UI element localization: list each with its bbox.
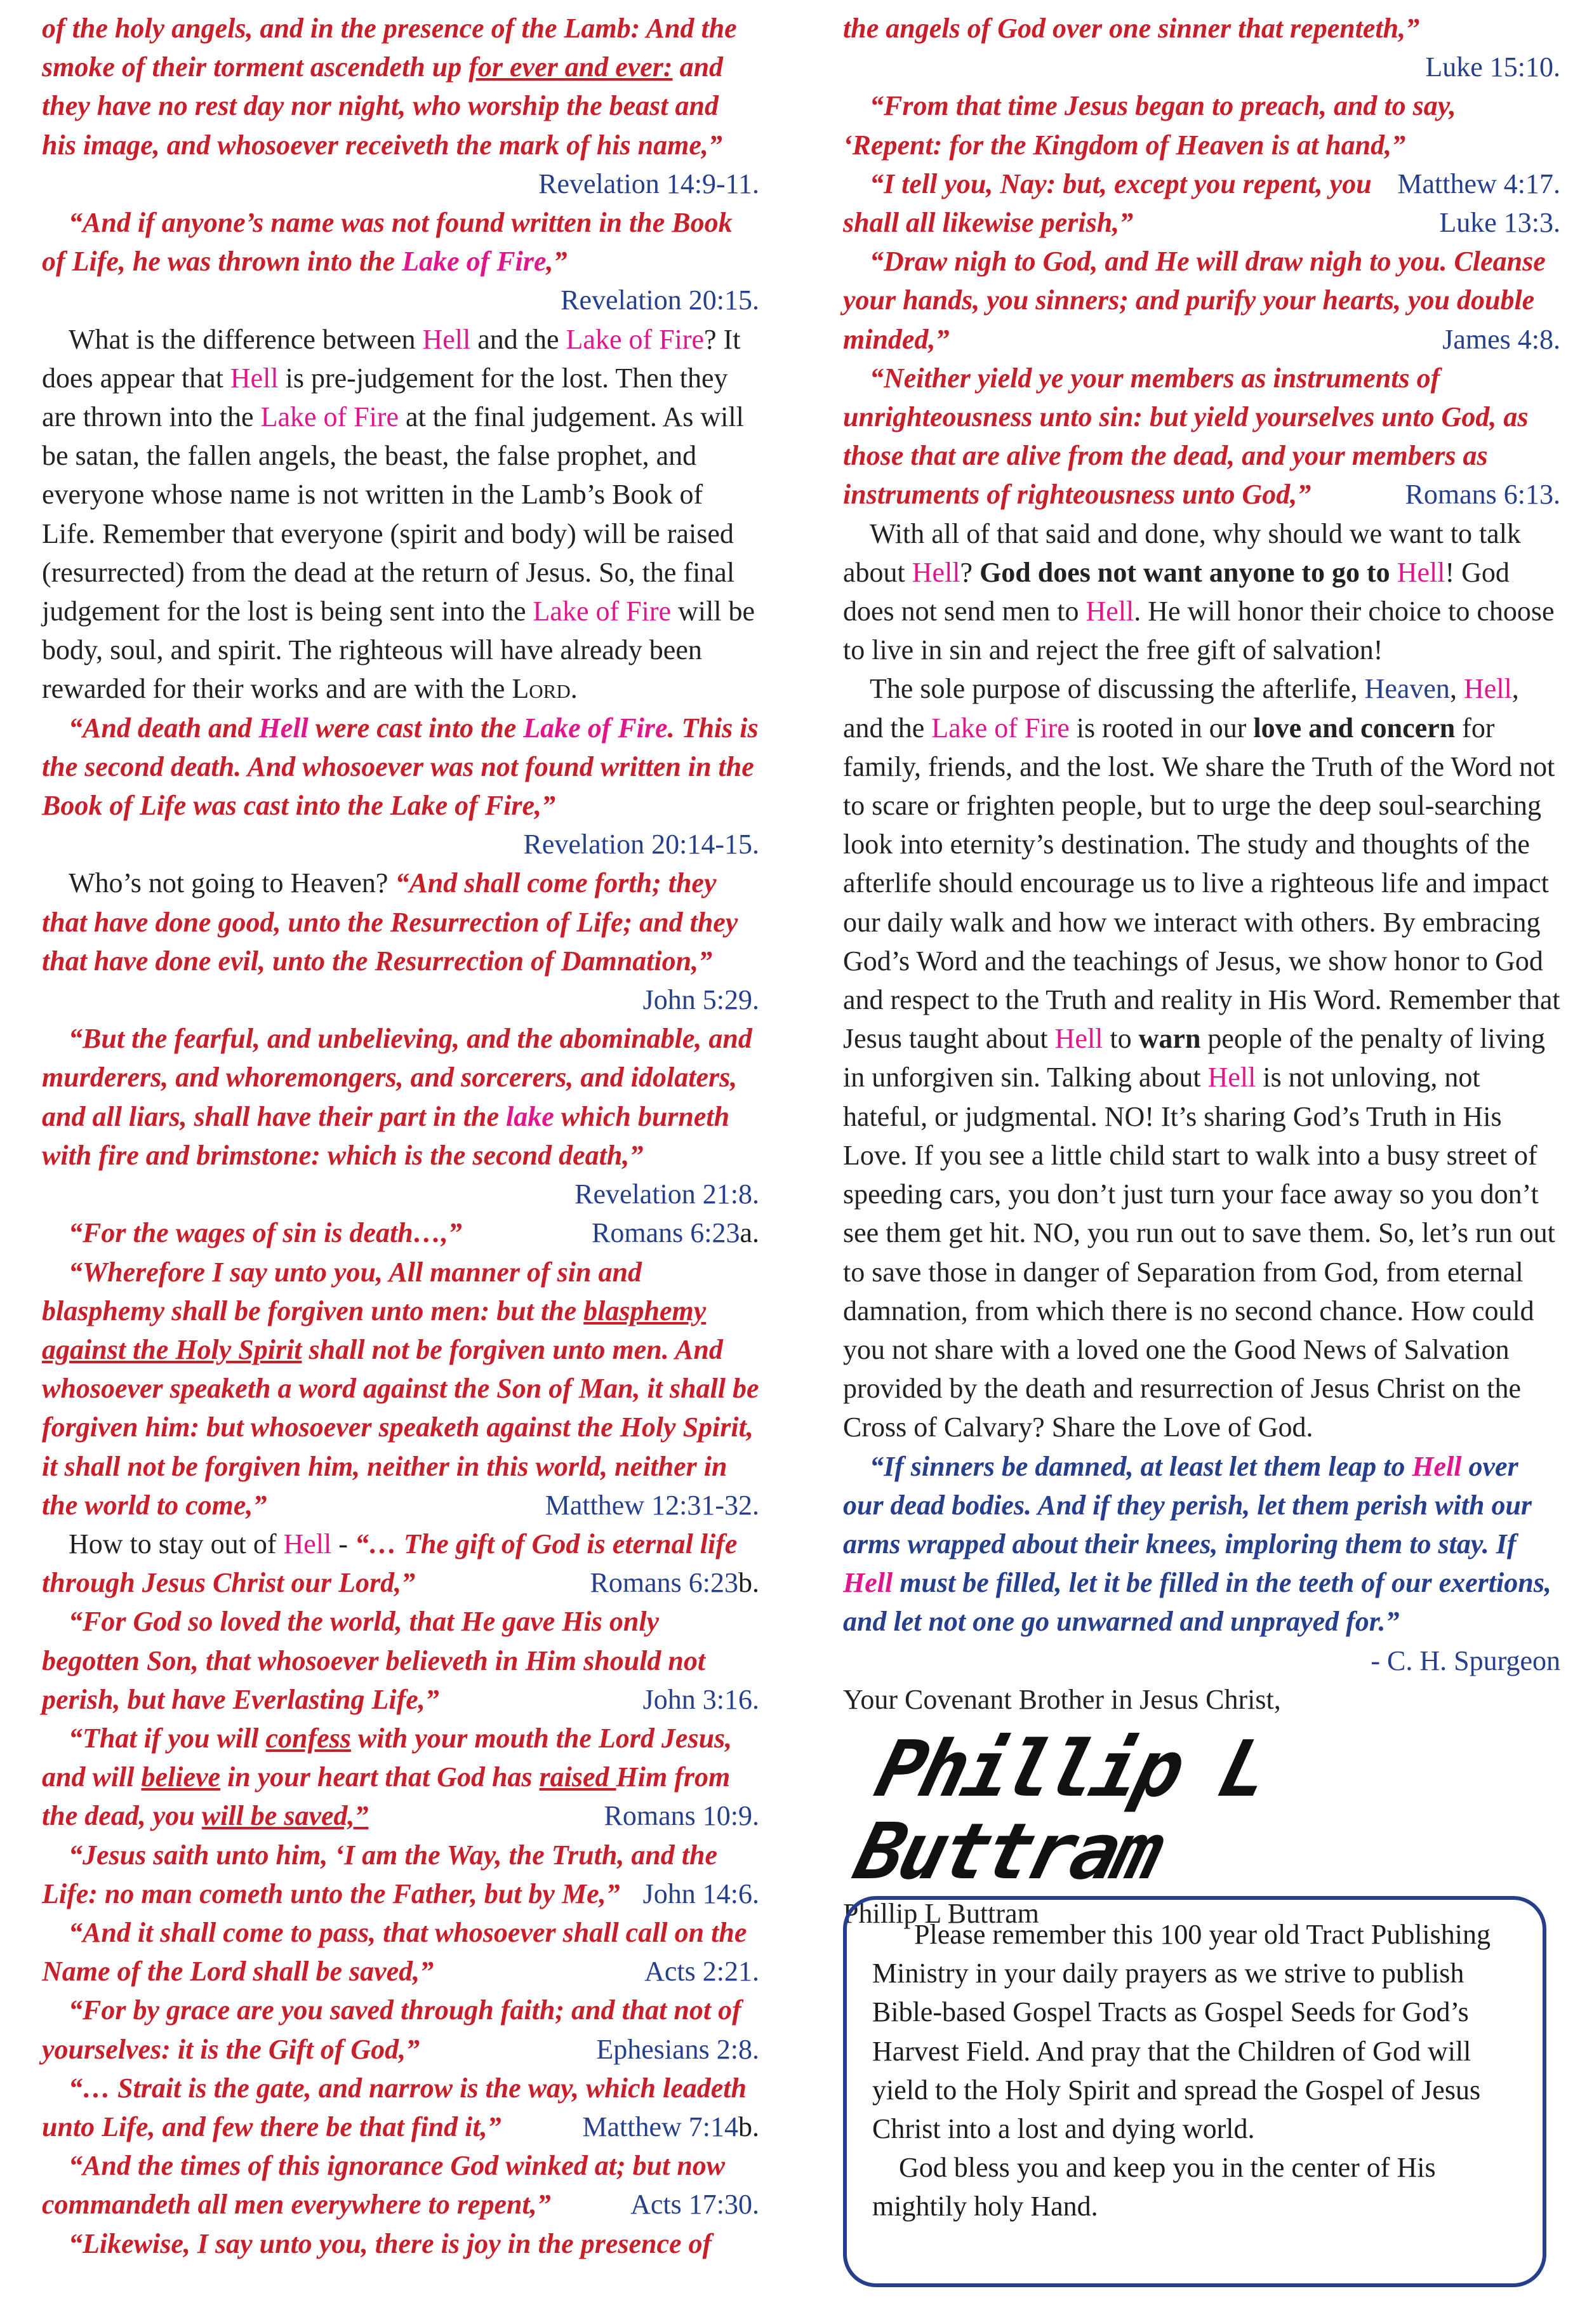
scripture-luke-15-10-end: the angels of God over one sinner that repenteth,” Luke 15:10. bbox=[843, 9, 1560, 86]
hell-vs-lake-paragraph: What is the difference between Hell and the Lake of Fire? It does appear that Hell is pre-judgement for the lost. Then they are thrown into the Lake of Fire at the final judgement. As will be satan, the fallen angels, the beast, the false prophet, and everyone whose name is not written in the Lamb’s Book of Life. Remember that everyone (spirit and body) will be raised (resurrected) from the dead at the return of Jesus. So, the final judgement for the lost is being sent into the Lake of Fire will be body, soul, and spirit. The righteous will have already been rewarded for their works and are with the Lord. bbox=[42, 323, 755, 705]
reference: Matthew 12:31-32. bbox=[545, 1489, 759, 1521]
reference: Ephesians 2:8. bbox=[596, 2033, 759, 2065]
reference: Revelation 14:9-11. bbox=[538, 168, 759, 199]
spurgeon-quote: “If sinners be damned, at least let them leap to Hell over our dead bodies. And if they perish, let them perish with our arms wrapped about their knees, imploring them to stay. If Hell must be filled, let it be filled in the teeth of our exertions, and let not one go unwarned and unprayed for.” - C. H. Spurgeon bbox=[843, 1447, 1560, 1680]
scripture-revelation-21-8: “But the fearful, and unbelieving, and the abominable, and murderers, and whoremongers, and sorcerers, and idolaters, and all liars, shall have their part in the lake which burneth with fire and brimstone: which is the second death,” Revelation 21:8. bbox=[42, 1019, 759, 1213]
scripture-acts-17-30: “And the times of this ignorance God winked at; but now commandeth all men everywhere to repent,” Acts 17:30. bbox=[42, 2146, 759, 2224]
scripture-luke-13-3: “I tell you, Nay: but, except you repent, you shall all likewise perish,” Luke 13:3. bbox=[843, 164, 1560, 242]
scripture-john-5-29: Who’s not going to Heaven? “And shall come forth; they that have done good, unto the Resurrection of Life; and they that have done evil, unto the Resurrection of Damnation,” John 5:29. bbox=[42, 864, 759, 1019]
scripture-acts-2-21: “And it shall come to pass, that whosoever shall call on the Name of the Lord shall be saved,” Acts 2:21. bbox=[42, 1913, 759, 1991]
right-column bbox=[843, 9, 1560, 1933]
reference: James 4:8. bbox=[1442, 323, 1560, 355]
reference: Romans 10:9. bbox=[604, 1800, 759, 1832]
scripture-revelation-14-9: of the holy angels, and in the presence of the Lamb: And the smoke of their torment ascendeth up for ever and ever: and they have no rest day nor night, who worship the beast and his image, and whosoever receiveth the mark of his name,” Revelation 14:9-11. bbox=[42, 9, 759, 203]
reference: Romans 6:23b. bbox=[590, 1567, 759, 1599]
scripture-revelation-20-15: “And if anyone’s name was not found written in the Book of Life, he was thrown into the Lake of Fire,” Revelation 20:15. bbox=[42, 203, 759, 320]
reference: John 14:6. bbox=[642, 1878, 759, 1909]
reference: Revelation 20:15. bbox=[561, 284, 759, 316]
closing-line: Your Covenant Brother in Jesus Christ, bbox=[843, 1683, 1281, 1715]
prayer-request-box bbox=[843, 1896, 1546, 2287]
signer-name: Phillip L Buttram bbox=[843, 1897, 1039, 1929]
reference: Acts 17:30. bbox=[630, 2189, 759, 2220]
reference: Romans 6:23a. bbox=[592, 1217, 759, 1249]
scripture-ephesians-2-8: “For by grace are you saved through faith; and that not of yourselves: it is the Gift of God,” Ephesians 2:8. bbox=[42, 1991, 759, 2068]
scripture-james-4-8: “Draw nigh to God, and He will draw nigh to you. Cleanse your hands, you sinners; and purify your hearts, you double minded,” James 4:8. bbox=[843, 242, 1560, 359]
scripture-romans-6-23a: “For the wages of sin is death…,” Romans 6:23a. bbox=[42, 1213, 759, 1252]
reference: Acts 2:21. bbox=[644, 1956, 759, 1987]
sole-purpose-paragraph: The sole purpose of discussing the afterlife, Heaven, Hell, and the Lake of Fire is rooted in our love and concern for family, friends, and the lost. We share the Truth of the Word not to scare or frighten people, but to urge the deep soul-searching look into eternity’s destination. The study and thoughts of the afterlife should encourage us to live a righteous life and impact our daily walk and how we interact with others. By embracing God’s Word and the teachings of Jesus, we show honor to God and respect to the Truth and reality in His Word. Remember that Jesus taught about Hell to warn people of the penalty of living in unforgiven sin. Talking about Hell is not unloving, not hateful, or judgmental. NO! It’s sharing God’s Truth in His Love. If you see a little child start to walk into a busy street of speeding cars, you don’t just turn your face away so you don’t see them get hit. NO, you run out to save them. So, let’s run out to save those in danger of Separation from God, from eternal damnation, from which there is no second chance. How could you not share with a loved one the Good News of Salvation provided by the death and resurrection of Jesus Christ on the Cross of Calvary? Share the Love of God. bbox=[843, 673, 1560, 1443]
scripture-luke-15-10-start: “Likewise, I say unto you, there is joy in the presence of bbox=[69, 2227, 712, 2259]
left-column bbox=[42, 9, 759, 2263]
reference: Revelation 20:14-15. bbox=[523, 829, 759, 860]
reference: Romans 6:13. bbox=[1405, 479, 1560, 511]
signature: Phillip L Buttram bbox=[847, 1723, 1276, 1897]
reference: Matthew 7:14b. bbox=[582, 2111, 759, 2142]
reference: Matthew 4:17. bbox=[1397, 168, 1560, 199]
reference: John 5:29. bbox=[642, 984, 759, 1016]
scripture-romans-6-13: “Neither yield ye your members as instruments of unrighteousness unto sin: but yield yourselves unto God, as those that are alive from the dead, and your members as instruments of righteousness unto God,” Romans 6:13. bbox=[843, 359, 1560, 514]
reference: John 3:16. bbox=[642, 1683, 759, 1715]
scripture-revelation-20-14: “And death and Hell were cast into the Lake of Fire. This is the second death. And whosoever was not found written in the Book of Life was cast into the Lake of Fire,” Revelation 20:14-15. bbox=[42, 709, 759, 864]
scripture-matthew-7-14: “… Strait is the gate, and narrow is the way, which leadeth unto Life, and few there be that find it,” Matthew 7:14b. bbox=[42, 2069, 759, 2146]
quote-attribution: - C. H. Spurgeon bbox=[1371, 1645, 1560, 1676]
scripture-romans-6-23b: How to stay out of Hell - “… The gift of God is eternal life through Jesus Christ our Lord,” Romans 6:23b. bbox=[42, 1525, 759, 1602]
scripture-romans-10-9: “That if you will confess with your mouth the Lord Jesus, and will believe in your heart that God has raised Him from the dead, you will be saved,” Romans 10:9. bbox=[42, 1719, 759, 1836]
reference: Luke 13:3. bbox=[1439, 207, 1560, 239]
scripture-john-14-6: “Jesus saith unto him, ‘I am the Way, the Truth, and the Life: no man cometh unto the Father, but by Me,” John 14:6. bbox=[42, 1836, 759, 1913]
scripture-matthew-12-31: “Wherefore I say unto you, All manner of sin and blasphemy shall be forgiven unto men: but the blasphemy against the Holy Spirit shall not be forgiven unto men. And whosoever speaketh a word against the Son of Man, it shall be forgiven him: but whosoever speaketh against the Holy Spirit, it shall not be forgiven him, neither in this world, neither in the world to come,” Matthew 12:31-32. bbox=[42, 1253, 759, 1525]
scripture-matthew-4-17: “From that time Jesus began to preach, and to say, ‘Repent: for the Kingdom of Heaven is at hand,” Matthew 4:17. bbox=[843, 86, 1560, 164]
scripture-john-3-16: “For God so loved the world, that He gave His only begotten Son, that whosoever believeth in Him should not perish, but have Everlasting Life,” John 3:16. bbox=[42, 1602, 759, 1719]
why-talk-about-hell-paragraph: With all of that said and done, why should we want to talk about Hell? God does not want anyone to go to Hell! God does not send men to Hell. He will honor their choice to choose to live in sin and reject the free gift of salvation! bbox=[843, 518, 1555, 666]
prayer-request-text: Please remember this 100 year old Tract Publishing Ministry in your daily prayers as we strive to publish Bible-based Gospel Tracts as Gospel Seeds for God’s Harvest Field. And pray that the Children of God will yield to the Holy Spirit and spread the Gospel of Jesus Christ into a lost and dying world. bbox=[872, 1919, 1491, 2145]
reference: Revelation 21:8. bbox=[574, 1179, 759, 1210]
reference: Luke 15:10. bbox=[1425, 51, 1560, 83]
blessing-text: God bless you and keep you in the center of His mightily holy Hand. bbox=[872, 2152, 1436, 2222]
